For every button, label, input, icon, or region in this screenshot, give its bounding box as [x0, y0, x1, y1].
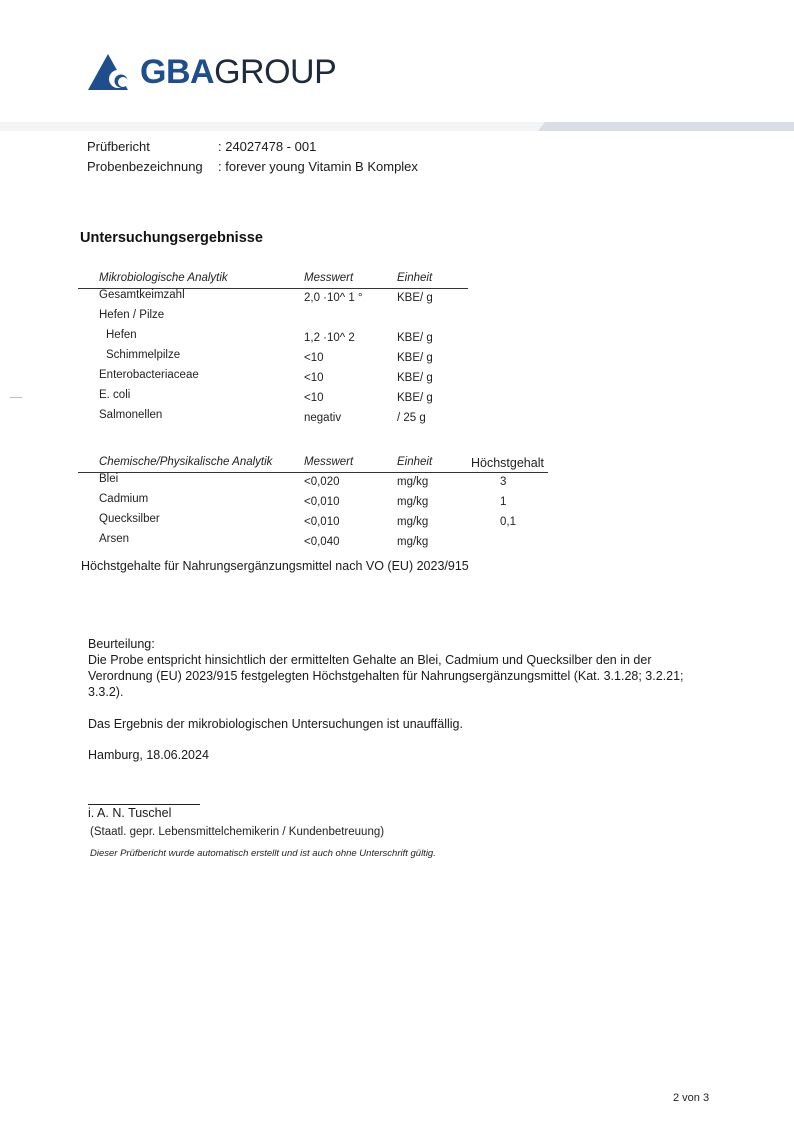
- micro-row-value: <10: [304, 392, 324, 404]
- chem-header-rule: [78, 472, 548, 473]
- chem-row-value: <0,020: [304, 476, 340, 488]
- assessment-block: [88, 636, 718, 763]
- micro-row-unit: KBE/ g: [397, 352, 433, 364]
- report-number-label: Prüfbericht: [87, 139, 150, 154]
- chem-row-name: Blei: [99, 473, 119, 485]
- chem-row-max: 3: [500, 476, 507, 488]
- chem-header-analysis: Chemische/Physikalische Analytik: [99, 456, 273, 468]
- chem-header-unit: Einheit: [397, 456, 433, 468]
- micro-row-value: 2,0 ·10^ 1 °: [304, 292, 363, 304]
- micro-row-value: 1,2 ·10^ 2: [304, 332, 355, 344]
- micro-row-name: Enterobacteriaceae: [99, 369, 199, 381]
- micro-row-name: E. coli: [99, 389, 131, 401]
- signature-disclaimer: Dieser Prüfbericht wurde automatisch erstellt und ist auch ohne Unterschrift gültig.: [90, 848, 436, 859]
- micro-row-name: Gesamtkeimzahl: [99, 289, 185, 301]
- signatory-name: i. A. N. Tuschel: [88, 806, 172, 820]
- chem-row-value: <0,010: [304, 496, 340, 508]
- assessment-text: Die Probe entspricht hinsichtlich der ermittelten Gehalte an Blei, Cadmium und Quecksilber den in der Verordnung (EU) 2023/915 festgelegten Höchstgehalten für Nahrungsergänzungsmittel (Kat. 3.1.28; 3.2.21; 3.3.2).: [88, 653, 684, 699]
- micro-row-unit: KBE/ g: [397, 332, 433, 344]
- chem-row-max: 0,1: [500, 516, 516, 528]
- signature-line: [88, 804, 200, 805]
- micro-row-value: <10: [304, 372, 324, 384]
- chem-row-max: 1: [500, 496, 507, 508]
- place-date: Hamburg, 18.06.2024: [88, 748, 209, 762]
- section-title: Untersuchungsergebnisse: [80, 230, 263, 246]
- micro-header-analysis: Mikrobiologische Analytik: [99, 272, 228, 284]
- sample-name-value: : forever young Vitamin B Komplex: [218, 159, 418, 174]
- chem-row-name: Cadmium: [99, 493, 149, 505]
- micro-row-value: <10: [304, 352, 324, 364]
- max-content-note: Höchstgehalte für Nahrungsergänzungsmittel nach VO (EU) 2023/915: [81, 559, 469, 573]
- chem-header-value: Messwert: [304, 456, 354, 468]
- micro-row-name: Schimmelpilze: [106, 349, 181, 361]
- chem-row-unit: mg/kg: [397, 516, 429, 528]
- chem-row-unit: mg/kg: [397, 496, 429, 508]
- micro-row-unit: KBE/ g: [397, 392, 433, 404]
- micro-header-value: Messwert: [304, 272, 354, 284]
- chem-row-name: Arsen: [99, 533, 130, 545]
- chem-row-name: Quecksilber: [99, 513, 160, 525]
- margin-mark: [10, 397, 22, 398]
- micro-row-value: negativ: [304, 412, 342, 424]
- micro-row-unit: KBE/ g: [397, 292, 433, 304]
- sample-name-label: Probenbezeichnung: [87, 159, 203, 174]
- company-logo: [88, 52, 336, 92]
- logo-text-bold: GBA: [140, 53, 215, 91]
- micro-row-unit: / 25 g: [397, 412, 426, 424]
- micro-row-name: Salmonellen: [99, 409, 163, 421]
- gba-triangle-logo-icon: [88, 52, 134, 92]
- report-number-value: : 24027478 - 001: [218, 139, 317, 154]
- chem-row-unit: mg/kg: [397, 476, 429, 488]
- micro-row-name: Hefen: [106, 329, 137, 341]
- page-number: 2 von 3: [673, 1092, 710, 1104]
- logo-text-light: GROUP: [214, 53, 337, 91]
- micro-row-unit: KBE/ g: [397, 372, 433, 384]
- chem-row-unit: mg/kg: [397, 536, 429, 548]
- micro-result-text: Das Ergebnis der mikrobiologischen Untersuchungen ist unauffällig.: [88, 717, 463, 731]
- assessment-heading: Beurteilung:: [88, 637, 155, 651]
- chem-header-max: Höchstgehalt: [471, 456, 544, 470]
- micro-header-unit: Einheit: [397, 272, 433, 284]
- micro-row-name: Hefen / Pilze: [99, 309, 165, 321]
- chem-row-value: <0,040: [304, 536, 340, 548]
- chem-row-value: <0,010: [304, 516, 340, 528]
- signatory-role: (Staatl. gepr. Lebensmittelchemikerin / Kundenbetreuung): [90, 826, 385, 838]
- header-band: [0, 122, 794, 131]
